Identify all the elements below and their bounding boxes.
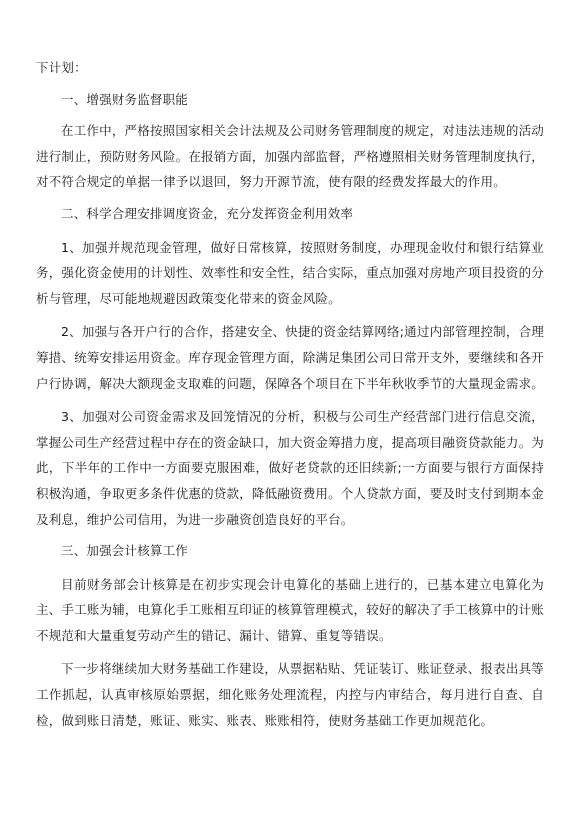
paragraph-next-steps: 下一步将继续加大财务基础工作建设，从票据粘贴、凭证装订、账证登录、报表出具等工作抓起，认真审核原始票据，细化账务处理流程，内控与内审结合，每月进行自查、自检，做到账日清楚，账证、账实、账表、账账相符，使财务基础工作更加规范化。: [36, 661, 544, 728]
plan-intro: 下计划：: [36, 60, 87, 75]
document-body: [36, 55, 544, 733]
paragraph-bank-cooperation: 2、加强与各开户行的合作，搭建安全、快捷的资金结算网络;通过内部管理控制，合理筹措、统筹安排运用资金。库存现金管理方面，除满足集团公司日常开支外，要继续和各开户行协调，解决大额现金支取难的问题，保障各个项目在下半年秋收季节的大量现金需求。: [36, 324, 545, 391]
section-heading-1: 一、增强财务监督职能: [61, 91, 189, 107]
paragraph-accounting-status: 目前财务部会计核算是在初步实现会计电算化的基础上进行的，已基本建立电算化为主、手工账为辅，电算化手工账相互印证的核算管理模式，较好的解决了手工核算中的计账不规范和大量重复劳动产生的错记、漏计、错算、重复等错误。: [36, 576, 545, 643]
section-heading-3: 三、加强会计核算工作: [61, 543, 189, 559]
paragraph-finance-supervision: 在工作中，严格按照国家相关会计法规及公司财务管理制度的规定，对违法违规的活动进行制止，预防财务风险。在报销方面，加强内部监督，严格遵照相关财务管理制度执行，对不符合规定的单据一律予以退回，努力开源节流，使有限的经费发挥最大的作用。: [36, 123, 545, 190]
paragraph-fund-analysis: 3、加强对公司资金需求及回笼情况的分析，积极与公司生产经营部门进行信息交流，掌握公司生产经营过程中存在的资金缺口，加大资金筹措力度，提高项目融资贷款能力。为此，下半年的工作中一方面要克服困难，做好老贷款的还旧续新;一方面要与银行方面保持积极沟通，争取更多条件优惠的贷款，降低融资费用。个人贷款方面，要及时支付到期本金及利息，维护公司信用，为进一步融资创造良好的平台。: [36, 409, 545, 527]
section-heading-2: 二、科学合理安排调度资金，充分发挥资金利用效率: [61, 205, 354, 221]
paragraph-cash-management: 1、加强并规范现金管理，做好日常核算，按照财务制度，办理现金收付和银行结算业务，强化资金使用的计划性、效率性和安全性，结合实际，重点加强对房地产项目投资的分析与管理，尽可能地规避因政策变化带来的资金风险。: [36, 239, 545, 306]
